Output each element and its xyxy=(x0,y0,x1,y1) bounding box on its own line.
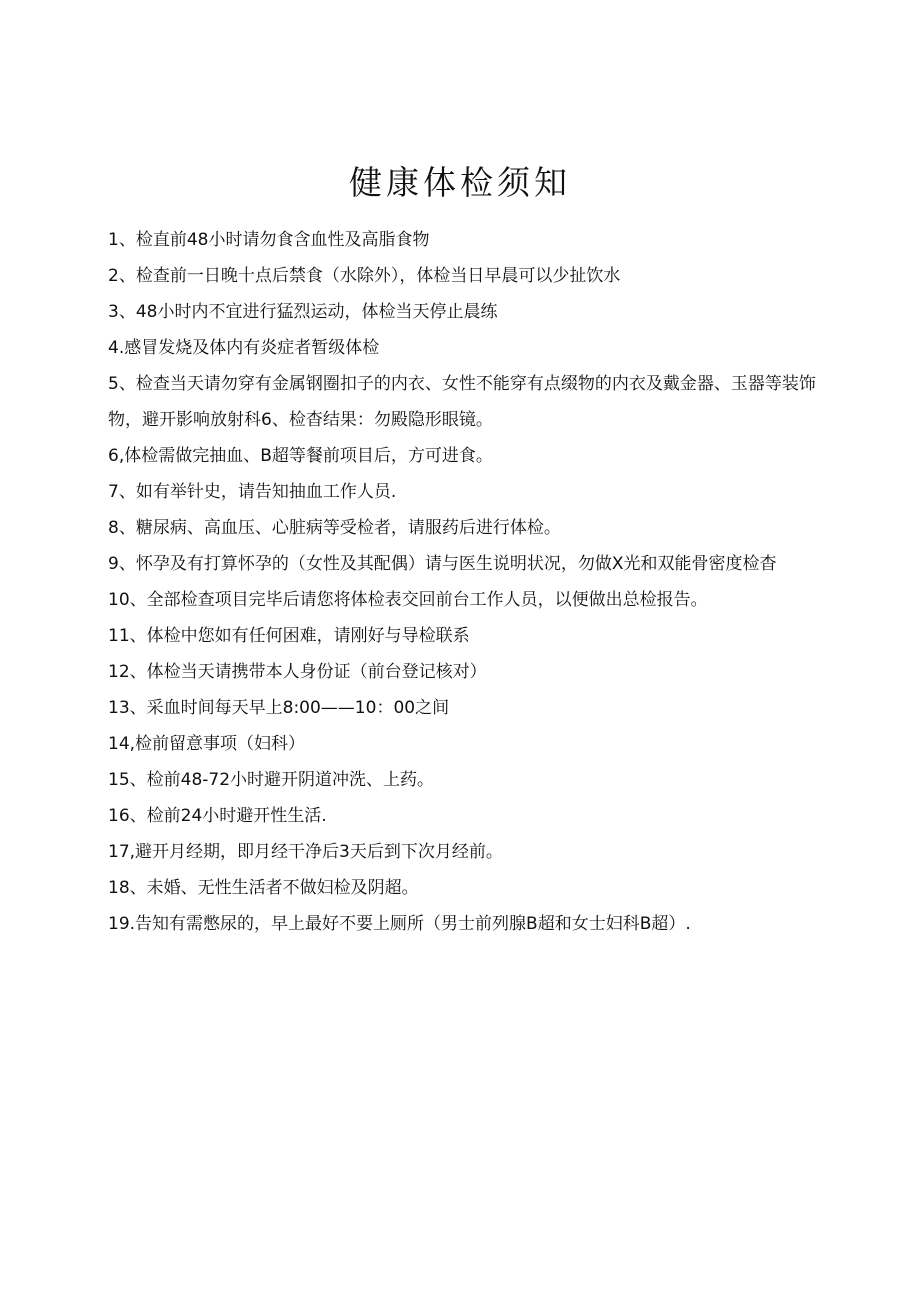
list-item: 17,避开月经期，即月经干净后3天后到下次月经前。 xyxy=(108,842,503,862)
list-item: 2、检查前一日晚十点后禁食（水除外），体检当日早晨可以少扯饮水 xyxy=(108,266,621,286)
list-item: 13、采血时间每天早上8:00——10：00之间 xyxy=(108,698,450,718)
list-item: 3、48小时内不宜进行猛烈运动，体检当天停止晨练 xyxy=(108,302,498,322)
instruction-list xyxy=(108,222,823,942)
list-item: 5、检查当天请勿穿有金属钢圈扣子的内衣、女性不能穿有点缀物的内衣及戴金器、玉器等装饰物，避开影响放射科6、检杳结果：勿殿隐形眼镜。 xyxy=(108,374,816,430)
list-item: 8、糖尿病、高血压、心脏病等受检者，请服药后进行体检。 xyxy=(108,518,561,538)
list-item: 14,检前留意事项（妇科） xyxy=(108,734,306,754)
list-item: 9、怀孕及有打算怀孕的（女性及其配偶）请与医生说明状况，勿做X光和双能骨密度检杳 xyxy=(108,554,777,574)
list-item: 4.感冒发烧及体内有炎症者暂级体检 xyxy=(108,338,380,358)
list-item: 16、检前24小时避开性生活. xyxy=(108,806,327,826)
list-item: 19.告知有需憋尿的，早上最好不要上厕所（男士前列腺B超和女士妇科B超）. xyxy=(108,914,691,934)
list-item: 7、如有举针史，请告知抽血工作人员. xyxy=(108,482,397,502)
list-item: 10、全部检查项目完毕后请您将体检表交回前台工作人员，以便做出总检报告。 xyxy=(108,590,708,610)
page-title: 健康体检须知 xyxy=(349,163,571,202)
list-item: 18、未婚、无性生活者不做妇检及阴超。 xyxy=(108,878,419,898)
list-item: 1、检直前48小时请勿食含血性及高脂食物 xyxy=(108,230,430,250)
list-item: 12、体检当天请携带本人身份证（前台登记核对） xyxy=(108,662,487,682)
list-item: 6,体检需做完抽血、B超等餐前项目后，方可进食。 xyxy=(108,446,493,466)
list-item: 11、体检中您如有任何困难，请刚好与导检联系 xyxy=(108,626,470,646)
list-item: 15、检前48-72小时避开阴道冲洗、上药。 xyxy=(108,770,435,790)
